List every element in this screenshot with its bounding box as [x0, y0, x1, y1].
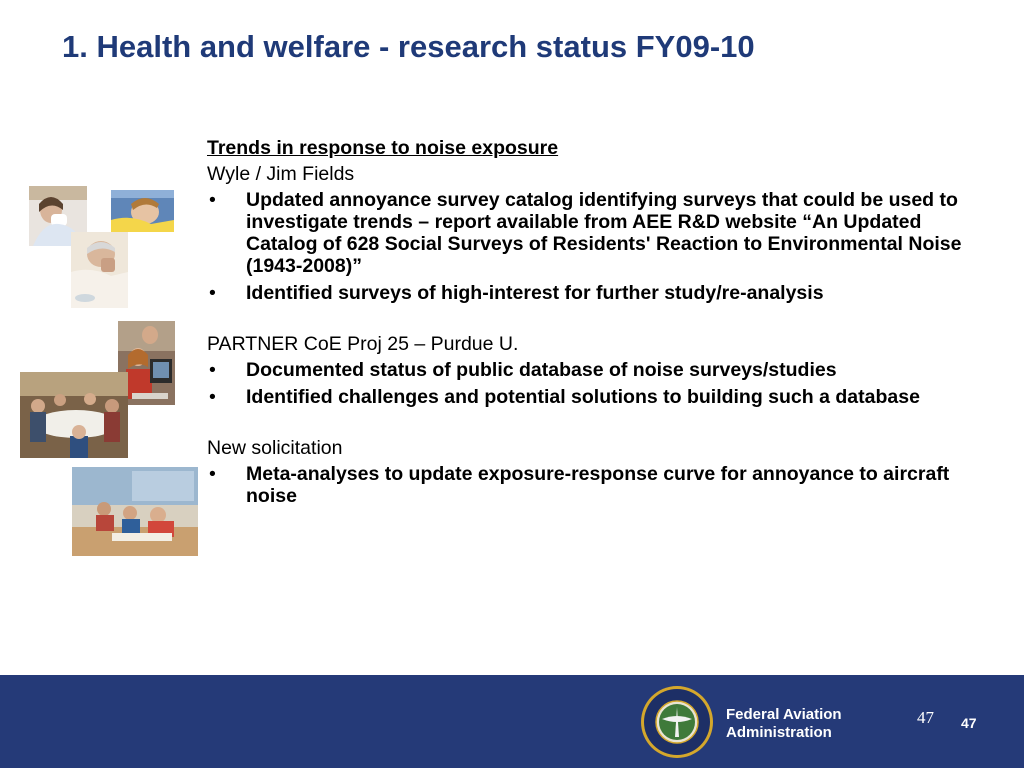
section-subheading-partner: PARTNER CoE Proj 25 – Purdue U. [207, 333, 519, 355]
agency-line-1: Federal Aviation [726, 706, 842, 723]
slide-content [207, 137, 987, 512]
photo-family-dinner [20, 372, 128, 458]
bullet-text: Identified surveys of high-interest for further study/re-analysis [246, 282, 824, 304]
page-number-bold: 47 [961, 715, 977, 731]
list-item [207, 282, 987, 304]
list-item [207, 463, 987, 507]
bullet-list-trends [207, 189, 987, 304]
bullet-text: Updated annoyance survey catalog identifying surveys that could be used to investigate trends – report available from AEE R&D website “An Updated Catalog of 628 Social Surveys of Residents' Reaction to Environmental Noise (1943-2008)” [246, 189, 962, 277]
agency-line-2: Administration [726, 724, 832, 741]
section-heading-trends: Trends in response to noise exposure [207, 137, 559, 159]
photo-child-sleeping [111, 190, 174, 232]
page-number-serif: 47 [917, 708, 934, 727]
section-subheading-solicitation: New solicitation [207, 437, 343, 459]
bullet-list-solicitation [207, 463, 987, 507]
slide-title: 1. Health and welfare - research status FY09-10 [62, 29, 755, 64]
photo-children-classroom [72, 467, 198, 556]
footer-bar [0, 675, 1024, 768]
photo-elderly-man-resting [71, 232, 128, 308]
bullet-glyph: • [209, 189, 216, 211]
bullet-glyph: • [209, 359, 216, 381]
list-item [207, 386, 987, 408]
section-subheading-wyle: Wyle / Jim Fields [207, 163, 355, 185]
bullet-text: Meta-analyses to update exposure-response curve for annoyance to aircraft noise [246, 463, 950, 507]
bullet-glyph: • [209, 282, 216, 304]
faa-seal-icon [640, 685, 714, 759]
bullet-text: Documented status of public database of noise surveys/studies [246, 359, 837, 381]
bullet-text: Identified challenges and potential solutions to building such a database [246, 386, 920, 408]
agency-name [726, 706, 842, 742]
list-item [207, 189, 987, 277]
bullet-list-partner [207, 359, 987, 408]
list-item [207, 359, 987, 381]
bullet-glyph: • [209, 386, 216, 408]
bullet-glyph: • [209, 463, 216, 485]
